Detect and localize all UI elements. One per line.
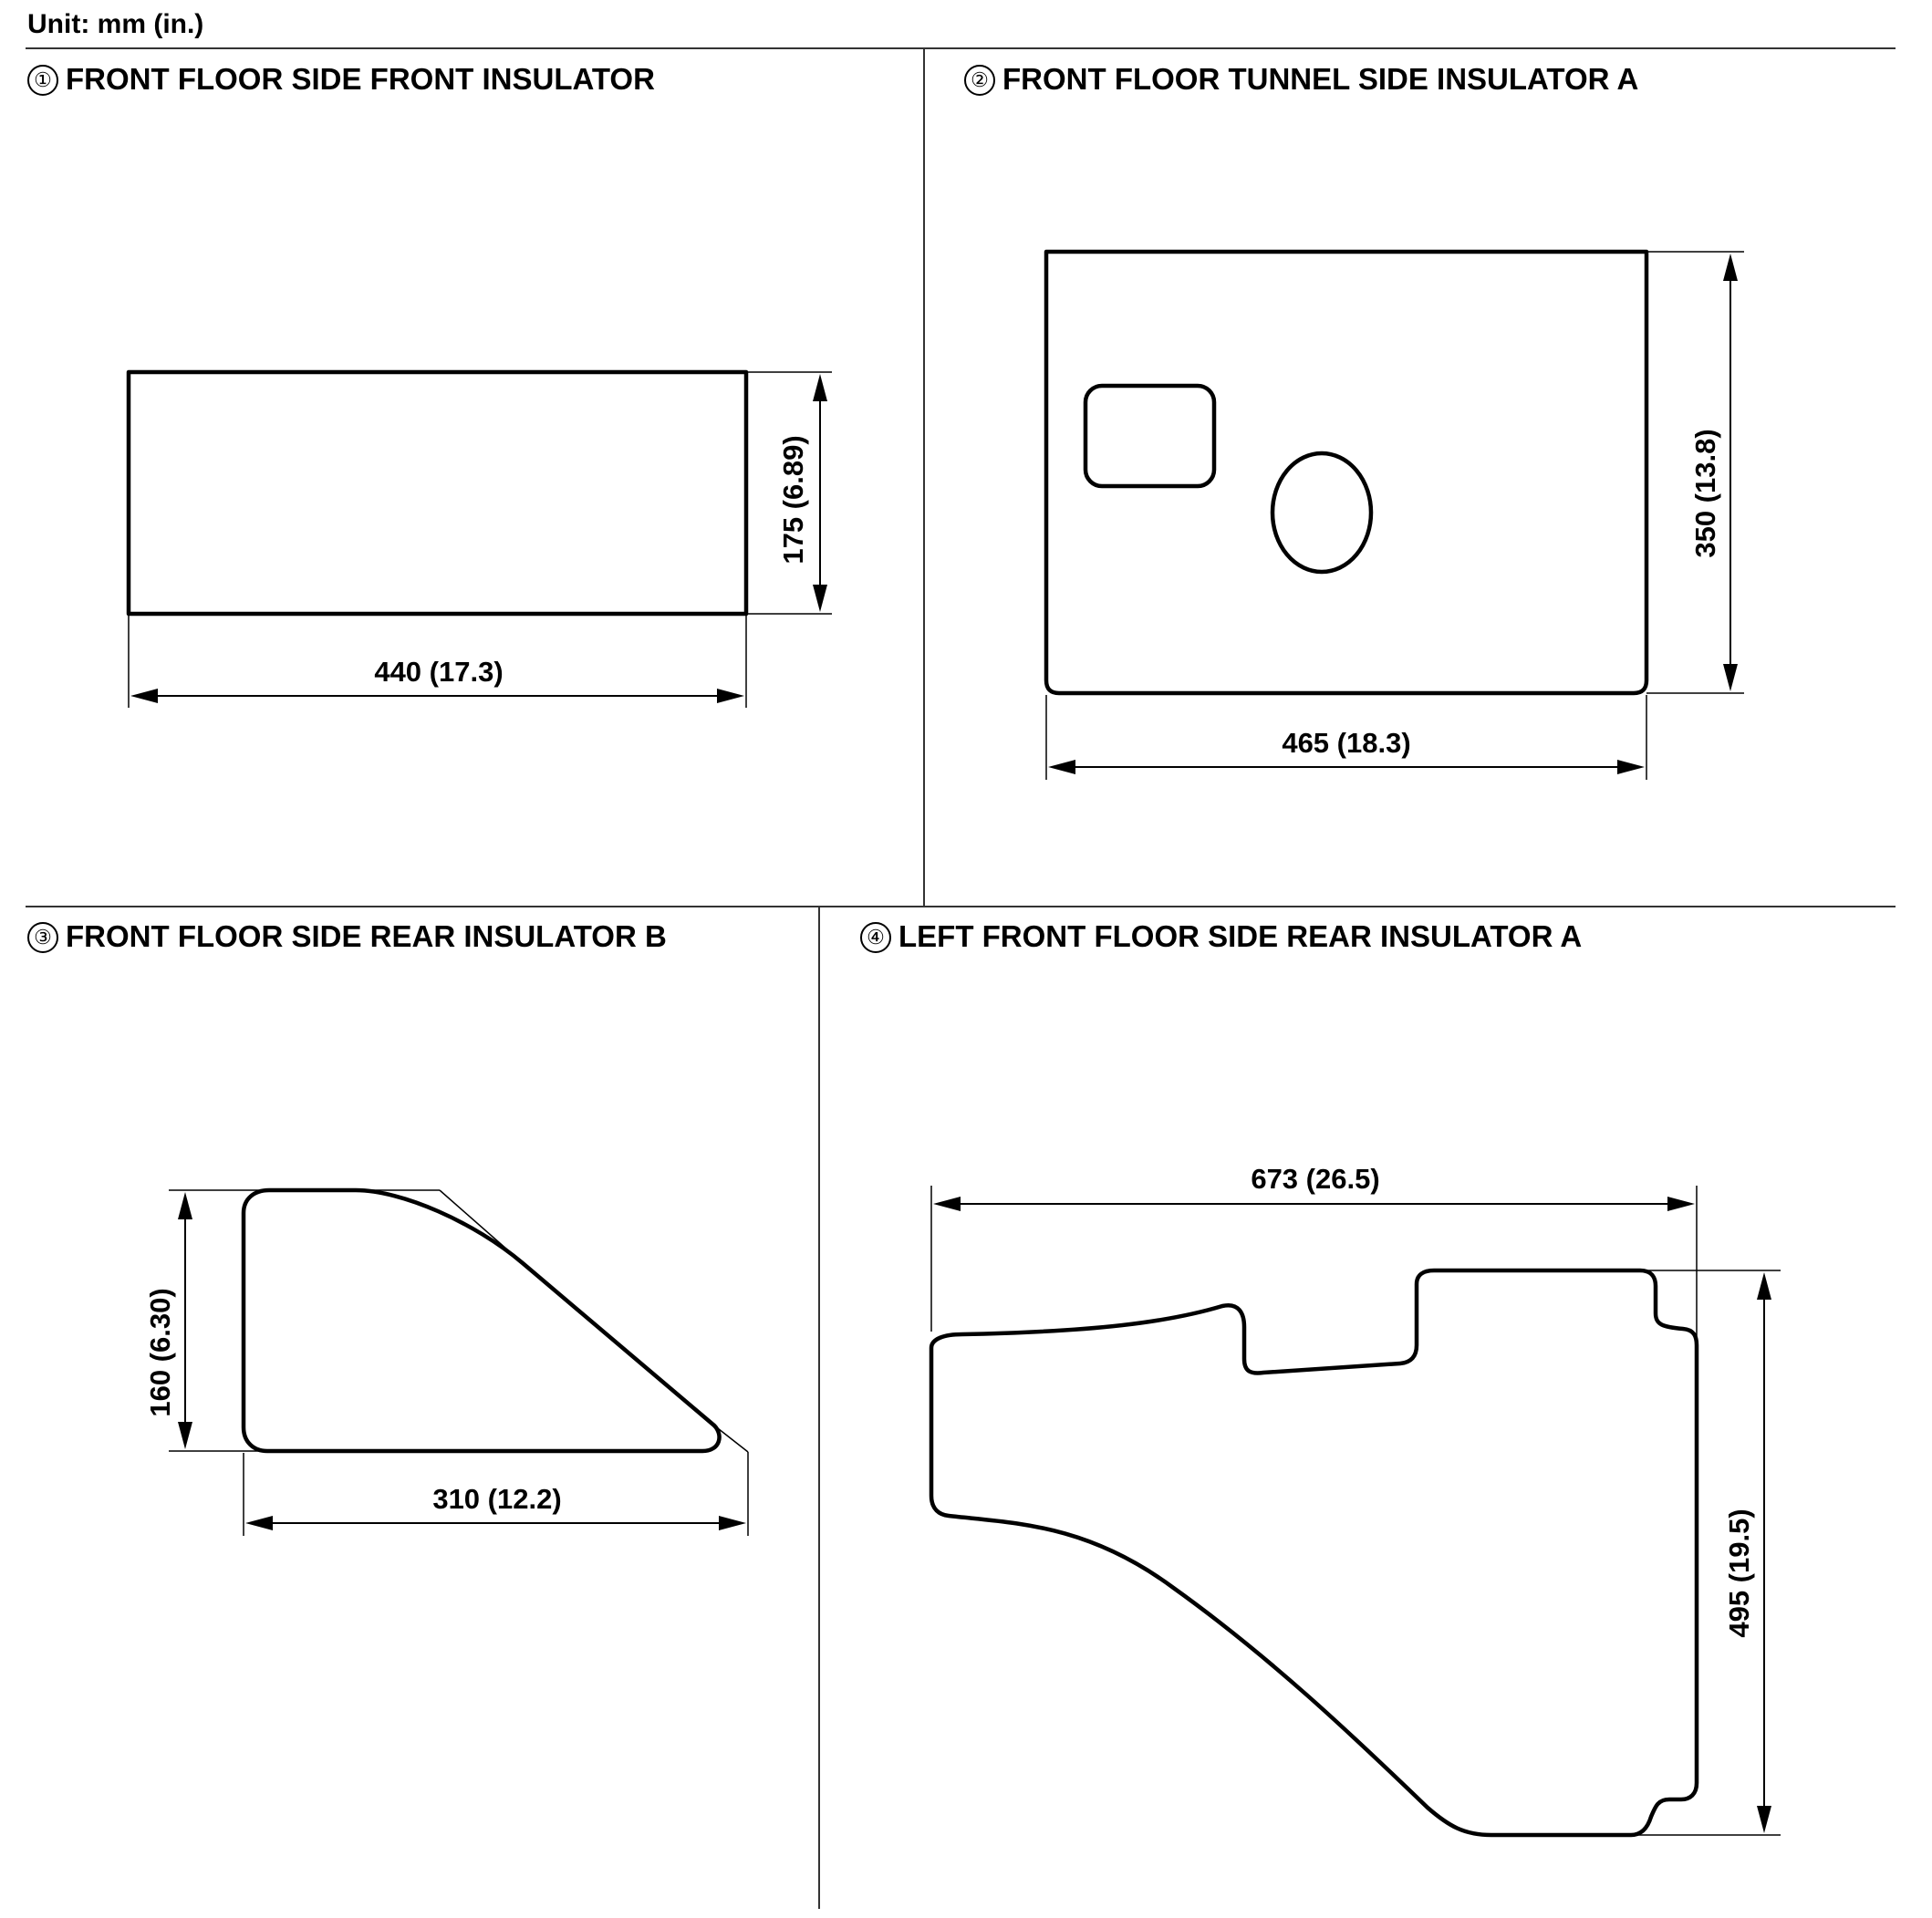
part-2-drawing — [1046, 252, 1744, 780]
part-3-number: ③ — [27, 922, 58, 953]
part-1-number: ① — [27, 65, 58, 96]
arrow-left-icon — [245, 1516, 273, 1530]
arrow-down-icon — [813, 585, 827, 612]
part-2-name: FRONT FLOOR TUNNEL SIDE INSULATOR A — [1002, 62, 1639, 96]
part-4-width-label: 673 (26.5) — [1251, 1163, 1380, 1195]
arrow-up-icon — [1723, 254, 1738, 281]
arrow-down-icon — [1723, 664, 1738, 691]
part-1-outline — [129, 372, 746, 614]
part-4-height-label: 495 (19.5) — [1723, 1508, 1755, 1638]
part-2-square-cutout — [1085, 386, 1214, 486]
arrow-left-icon — [933, 1197, 961, 1211]
part-1-name: FRONT FLOOR SIDE FRONT INSULATOR — [66, 62, 655, 96]
arrow-down-icon — [178, 1422, 192, 1449]
unit-label: Unit: mm (in.) — [27, 9, 204, 39]
part-1-width-label: 440 (17.3) — [374, 656, 504, 688]
part-2-outline — [1046, 252, 1646, 693]
part-2-oval-cutout — [1272, 453, 1371, 572]
arrow-up-icon — [1757, 1272, 1771, 1300]
part-2-height-label: 350 (13.8) — [1689, 429, 1721, 558]
part-4-outline — [931, 1270, 1697, 1835]
part-2-width-label: 465 (18.3) — [1282, 727, 1411, 759]
part-3-drawing — [144, 1190, 748, 1536]
part-3-name: FRONT FLOOR SIDE REAR INSULATOR B — [66, 919, 667, 953]
arrow-right-icon — [717, 689, 744, 703]
arrow-right-icon — [719, 1516, 746, 1530]
arrow-down-icon — [1757, 1806, 1771, 1833]
part-4-name: LEFT FRONT FLOOR SIDE REAR INSULATOR A — [898, 919, 1583, 953]
part-1-height-label: 175 (6.89) — [777, 435, 809, 565]
part-3-outline — [244, 1190, 720, 1451]
arrow-up-icon — [813, 374, 827, 401]
arrow-left-icon — [130, 689, 158, 703]
arrow-right-icon — [1667, 1197, 1695, 1211]
arrow-right-icon — [1617, 760, 1645, 774]
arrow-left-icon — [1048, 760, 1075, 774]
part-3-height-label: 160 (6.30) — [144, 1288, 176, 1417]
part-3-width-label: 310 (12.2) — [432, 1483, 562, 1515]
part-2-number: ② — [964, 65, 995, 96]
arrow-up-icon — [178, 1192, 192, 1219]
part-1-drawing — [129, 372, 832, 708]
part-4-drawing — [931, 1163, 1781, 1835]
part-4-number: ④ — [860, 922, 891, 953]
